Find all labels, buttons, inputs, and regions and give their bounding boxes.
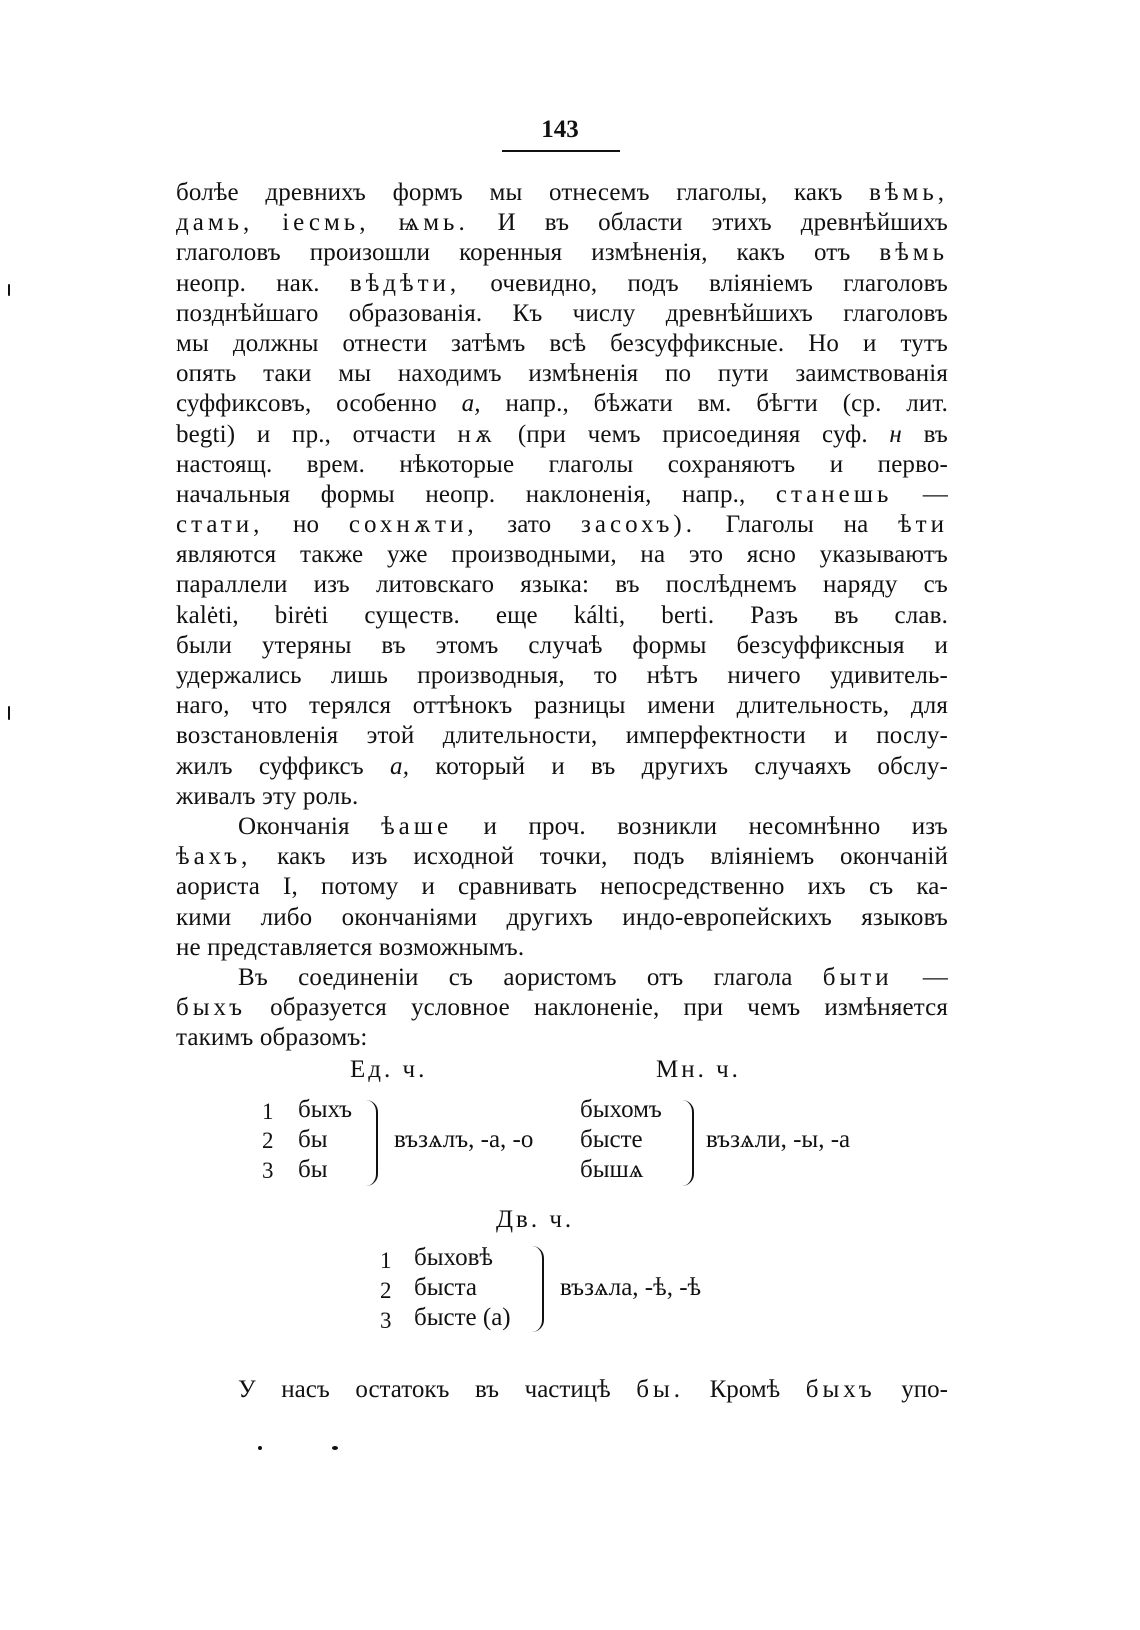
text-line: ѣахъ, какъ изъ исходной точки, подъ вліяніемъ окончаній — [176, 843, 948, 871]
spaced-word: дамь, — [176, 209, 254, 237]
spaced-word: ѣаше — [381, 812, 453, 840]
text-line: настоящ. врем. нѣкоторые глаголы сохраняютъ и перво- — [176, 450, 948, 478]
sg-brace — [366, 1100, 378, 1186]
text-line: такимъ образомъ: — [176, 1024, 368, 1052]
spaced-word: іесмь, — [282, 209, 370, 237]
sg-form-3: бы — [298, 1156, 328, 1183]
text-line: наго, что терялся оттѣнокъ разницы имени длительность, для — [176, 692, 948, 720]
spaced-word: ѩмь. — [398, 209, 469, 237]
scan-mark — [8, 284, 10, 296]
text-line: начальныя формы неопр. наклоненія, напр., станешь — — [176, 480, 948, 508]
final-line: У насъ остатокъ въ частицѣ бы. Кромѣ быхъ упо- — [238, 1376, 948, 1403]
spaced-word: быти — [822, 963, 893, 991]
sg-num-2: 2 — [262, 1128, 274, 1153]
scan-mark — [8, 706, 10, 720]
scan-mark — [258, 1446, 262, 1450]
du-num-2: 2 — [380, 1278, 392, 1303]
text-line: Окончанія ѣаше и проч. возникли несомнѣнно изъ — [238, 812, 948, 840]
sg-participle: възѧлъ, -а, -о — [394, 1126, 534, 1153]
text-line: быхъ образуется условное наклоненіе, при чемъ измѣняется — [176, 994, 948, 1022]
italic-word: а, — [390, 752, 410, 780]
sg-form-1: быхъ — [298, 1096, 352, 1123]
pl-form-2: быстe — [580, 1126, 643, 1153]
spaced-word: вѣдѣти, — [349, 269, 461, 297]
text-line: Въ соединеніи съ аористомъ отъ глагола быти — — [238, 963, 948, 991]
text-line: неопр. нак. вѣдѣти, очевидно, подъ вліяніемъ глаголовъ — [176, 269, 948, 297]
page-number: 143 — [541, 116, 579, 143]
text-line: удержались лишь производныя, то нѣтъ ничего удивитель- — [176, 662, 948, 689]
pl-form-3: бышѧ — [580, 1156, 644, 1183]
text-line: параллели изъ литовскаго языка: въ послѣднемъ наряду съ — [176, 571, 948, 599]
plural-label: Мн. ч. — [656, 1056, 741, 1083]
sg-form-2: бы — [298, 1126, 328, 1153]
text-line: не представляется возможнымъ. — [176, 933, 525, 961]
spaced-word: сохнѫти, — [348, 511, 478, 539]
text-line: глаголовъ произошли коренныя измѣненія, какъ отъ вѣмь — [176, 239, 948, 267]
text-line: возстановленія этой длительности, имперфектности и послу- — [176, 722, 948, 750]
text-line: живалъ эту роль. — [176, 782, 359, 810]
text-line: аориста I, потому и сравнивать непосредственно ихъ съ ка- — [176, 873, 948, 901]
spaced-word: засохъ). — [581, 511, 696, 539]
spaced-word: ѣахъ, — [176, 843, 252, 871]
text-line: стати, но сохнѫти, зато засохъ). Глаголы на ѣти — [176, 511, 948, 539]
sg-num-1: 1 — [262, 1099, 274, 1124]
page-number-rule — [502, 150, 620, 152]
text-line: являются также уже производными, на это ясно указываютъ — [176, 541, 948, 569]
spaced-word: стати, — [176, 511, 264, 539]
paragraph-3 — [176, 963, 948, 1054]
text-line: kalėti, birėti существ. еще kálti, berti. Разъ въ слав. — [176, 601, 948, 629]
du-brace — [532, 1246, 544, 1332]
du-num-3: 3 — [380, 1308, 392, 1333]
paragraph-1 — [176, 178, 948, 812]
text-line: begti) и пр., отчасти нѫ (при чемъ присоединяя суф. н въ — [176, 420, 948, 448]
singular-label: Ед. ч. — [350, 1056, 428, 1083]
du-participle: възѧла, -ѣ, -ѣ — [560, 1274, 702, 1301]
du-form-2: быста — [414, 1274, 477, 1301]
text-line: жилъ суффиксъ а, который и въ другихъ случаяхъ обслу- — [176, 752, 948, 780]
pl-brace — [682, 1100, 694, 1186]
spaced-word: нѫ — [457, 420, 497, 448]
text-line: опять таки мы находимъ измѣненія по пути заимствованія — [176, 360, 948, 388]
italic-word: н — [889, 420, 902, 448]
spaced-word: быхъ — [176, 994, 246, 1022]
pl-form-1: быхомъ — [580, 1096, 662, 1123]
scan-mark — [332, 1446, 338, 1450]
du-form-1: быховѣ — [414, 1244, 493, 1271]
spaced-word: бы. — [636, 1376, 684, 1403]
spaced-word: вѣмь — [879, 239, 948, 267]
text-line: болѣе древнихъ формъ мы отнесемъ глаголы, какъ вѣмь, — [176, 179, 948, 206]
text-line: дамь, іесмь, ѩмь. И въ области этихъ древнѣйшихъ — [176, 209, 948, 237]
body-text — [176, 178, 948, 1053]
spaced-word: ѣти — [898, 511, 948, 539]
dual-label: Дв. ч. — [496, 1206, 575, 1233]
text-line: мы должны отнести затѣмъ всѣ безсуффиксные. Но и тутъ — [176, 329, 948, 357]
paragraph-2 — [176, 812, 948, 963]
text-line: позднѣйшаго образованія. Къ числу древнѣйшихъ глаголовъ — [176, 299, 948, 327]
pl-participle: възѧли, -ы, -а — [706, 1126, 851, 1153]
spaced-word: быхъ — [805, 1376, 876, 1403]
text-line: суффиксовъ, особенно а, напр., бѣжати вм. бѣгти (ср. лит. — [176, 390, 948, 418]
spaced-word: вѣмь, — [869, 179, 948, 206]
text-line: кими либо окончаніями другихъ индо-европейскихъ языковъ — [176, 903, 948, 931]
text-line: были утеряны въ этомъ случаѣ формы безсуффиксныя и — [176, 631, 948, 659]
spaced-word: станешь — [775, 480, 893, 508]
sg-num-3: 3 — [262, 1158, 274, 1183]
du-num-1: 1 — [380, 1248, 392, 1273]
du-form-3: быстe (а) — [414, 1304, 511, 1331]
italic-word: а, — [461, 390, 481, 418]
